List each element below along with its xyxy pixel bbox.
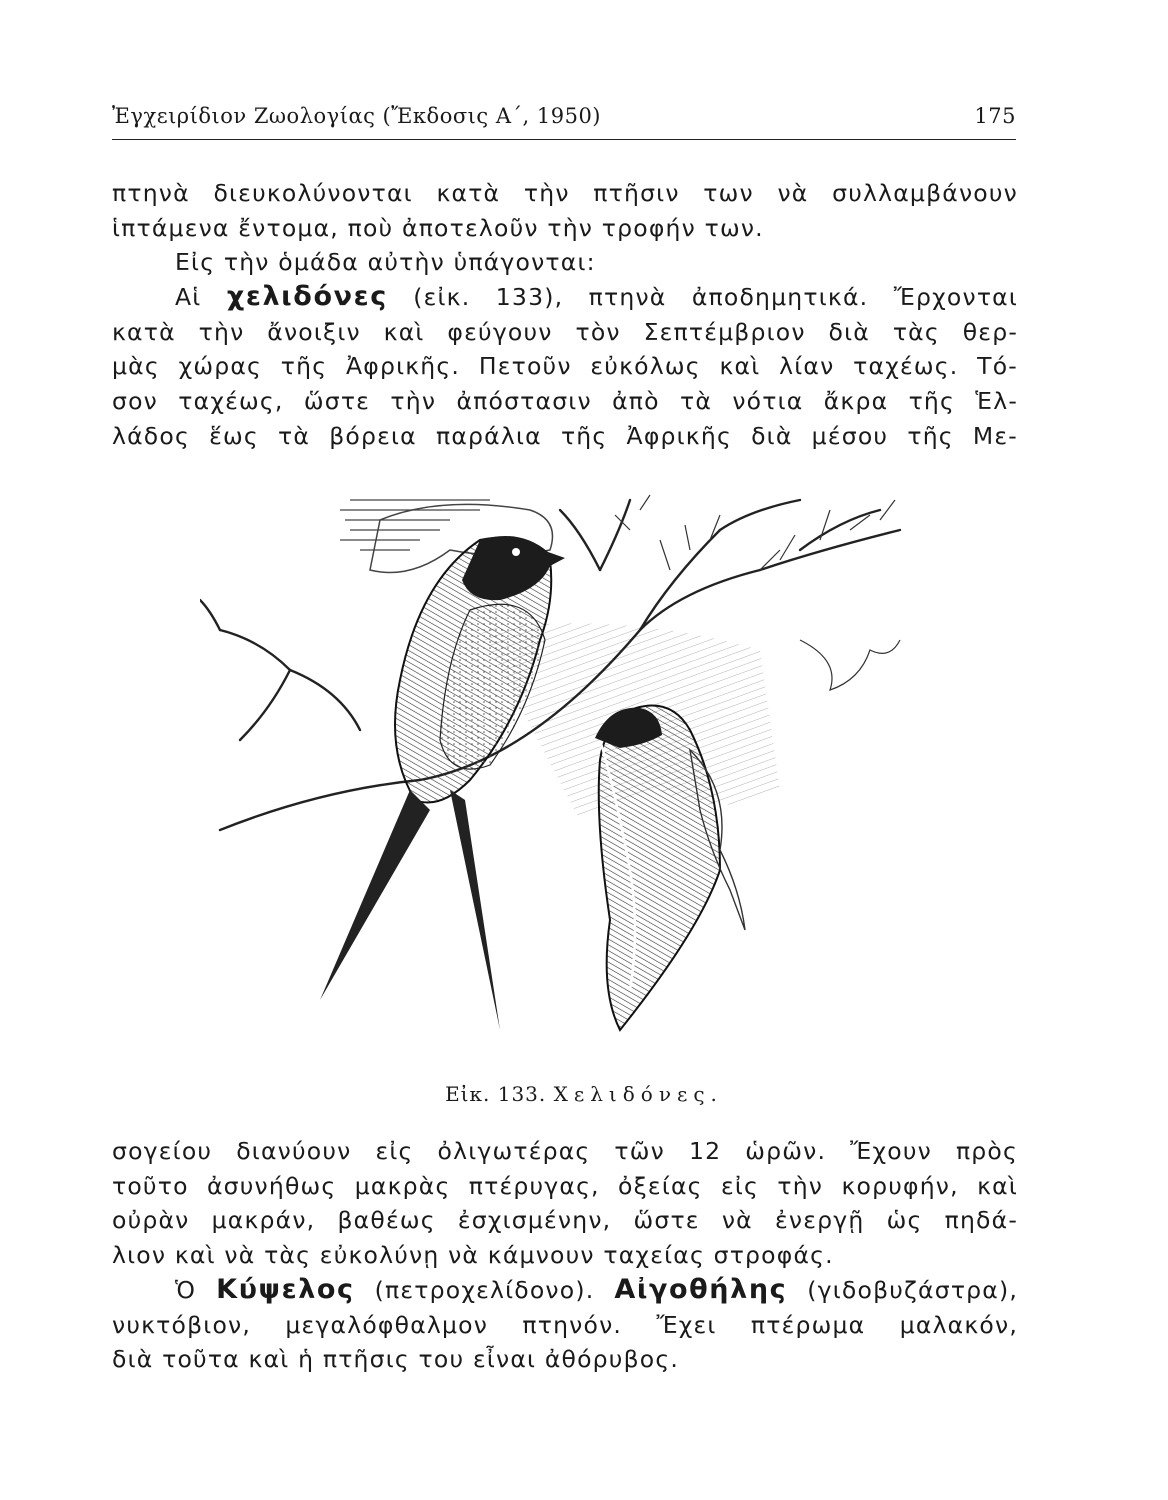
figure-label: Εἰκ. 133. [445,1082,547,1106]
paragraph-4 [112,1134,1018,1273]
paragraph-2 [112,245,1018,280]
text-line: μὰς χώρας τῆς Ἀφρικῆς. Πετοῦν εὐκόλως καὶ λίαν ταχέως. Τό- [112,352,1018,381]
text-line: σογείου διανύουν εἰς ὀλιγωτέρας τῶν 12 ὡρῶν. Ἔχουν πρὸς [112,1137,1018,1165]
nightjar-common-name: (γιδοβυζάστρα), [807,1276,1019,1304]
line-rest: (εἰκ. 133), πτηνὰ ἀποδημητικά. Ἔρχονται [413,283,1019,311]
text-line: διὰ τοῦτα καὶ ἡ πτῆσις του εἶναι ἀθόρυβος. [112,1345,680,1374]
text-line: ἱπτάμενα ἔντομα, ποὺ ἀποτελοῦν τὴν τροφήν των. [112,213,764,242]
text-line: Εἰς τὴν ὁμάδα αὐτὴν ὑπάγονται: [175,248,596,276]
figure-caption [0,1082,1168,1106]
page-number: 175 [974,104,1016,128]
paragraph-1 [112,176,1018,245]
paragraph-3 [112,280,1018,454]
header-rule [112,139,1016,140]
text-line: νυκτόβιον, μεγαλόφθαλμον πτηνόν. Ἔχει πτέρωμα μαλακόν, [112,1310,1018,1339]
text-line: πτηνὰ διευκολύνονται κατὰ τὴν πτῆσιν των νὰ συλλαμβάνουν [112,179,1018,207]
book-title: Ἐγχειρίδιον Ζωολογίας (Ἔκδοσις Α΄, 1950) [112,104,601,128]
text-line: λάδος ἕως τὰ βόρεια παράλια τῆς Ἀφρικῆς διὰ μέσου τῆς Με- [112,421,1018,450]
text-line: κατὰ τὴν ἄνοιξιν καὶ φεύγουν τὸν Σεπτέμβριον διὰ τὰς θερ- [112,317,1018,346]
lead-word: Αἱ [175,283,202,311]
swallows-illustration [200,490,970,1050]
lead-word: Ὁ [175,1276,197,1304]
text-line: λιον καὶ νὰ τὰς εὐκολύνῃ νὰ κάμνουν ταχείας στροφάς. [112,1241,834,1270]
paragraph-5 [112,1273,1018,1377]
text-line: οὐρὰν μακράν, βαθέως ἐσχισμένην, ὥστε νὰ ἐνεργῇ ὡς πηδά- [112,1206,1018,1235]
term-nightjar: Αἰγοθήλης [614,1274,788,1305]
term-swallows: χελιδόνες [226,281,388,312]
term-swift: Κύψελος [216,1274,355,1305]
text-line: τοῦτο ἀσυνήθως μακρὰς πτέρυγας, ὀξείας εἰς τὴν κορυφήν, καὶ [112,1171,1018,1200]
swift-common-name: (πετροχελίδονο). [374,1276,595,1304]
text-line [112,280,1018,315]
figure-caption-text: Χελιδόνες. [553,1082,723,1106]
running-head [112,104,1016,128]
text-line: σον ταχέως, ὥστε τὴν ἀπόστασιν ἀπὸ τὰ νότια ἄκρα τῆς Ἑλ- [112,387,1018,416]
text-line [112,1273,1018,1308]
